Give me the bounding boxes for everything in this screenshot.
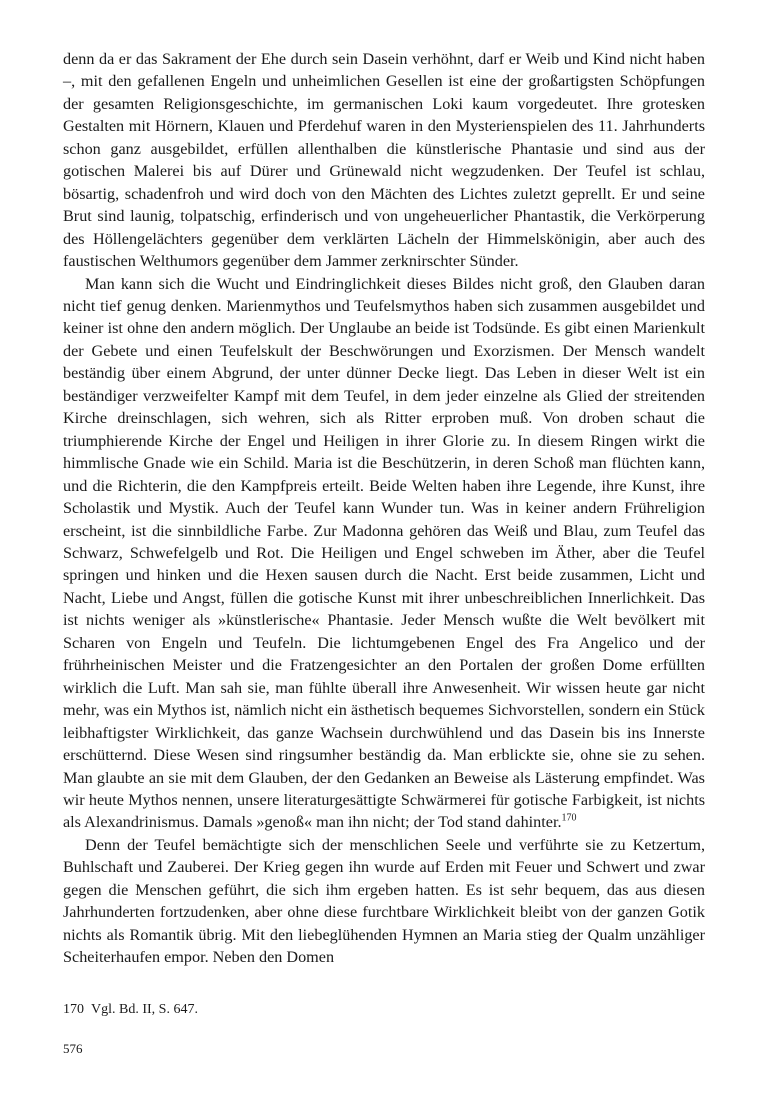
- paragraph-2: [63, 273, 705, 834]
- page-body: [63, 48, 705, 969]
- paragraph-3: Denn der Teufel bemächtigte sich der menschlichen Seele und verführte sie zu Ketzertum, Buhlschaft und Zauberei. Der Krieg gegen ihn wurde auf Erden mit Feuer und Schwert und zwar gegen die Menschen geführt, die sich ihm ergeben hatten. Es ist sehr bequem, das aus diesen Jahrhunderten fortzudenken, aber ohne diese furchtbare Wirklichkeit bleibt von der ganzen Gotik nichts als Romantik übrig. Mit den liebeglühenden Hymnen an Maria stieg der Qualm unzähliger Scheiterhaufen empor. Neben den Domen: [63, 835, 705, 967]
- paragraph-2-text: Man kann sich die Wucht und Eindringlichkeit dieses Bildes nicht groß, den Glauben daran nicht tief genug denken. Marienmythos und Teufelsmythos haben sich zusammen ausgebildet und keiner ist ohne den andern möglich. Der Unglaube an beide ist Todsünde. Es gibt einen Marienkult der Gebete und einen Teufelskult der Beschwörungen und Exorzismen. Der Mensch wandelt beständig über einem Abgrund, der unter dünner Decke liegt. Das Leben in dieser Welt ist ein beständiger verzweifelter Kampf mit dem Teufel, in dem jeder einzelne als Glied der streitenden Kirche dreinschlagen, sich wehren, sich als Ritter erproben muß. Von droben schaut die triumphierende Kirche der Engel und Heiligen in ihrer Glorie zu. In diesem Ringen wirkt die himmlische Gnade wie ein Schild. Maria ist die Beschützerin, in deren Schoß man flüchten kann, und die Richterin, die den Kampfpreis erteilt. Beide Welten haben ihre Legende, ihre Kunst, ihre Scholastik und Mystik. Auch der Teufel kann Wunder tun. Was in keiner andern Frühreligion erscheint, ist die sinnbildliche Farbe. Zur Madonna gehören das Weiß und Blau, zum Teufel das Schwarz, Schwefelgelb und Rot. Die Heiligen und Engel schweben im Äther, aber die Teufel springen und hinken und die Hexen sausen durch die Nacht. Erst beide zusammen, Licht und Nacht, Liebe und Angst, füllen die gotische Kunst mit ihrer unbeschreiblichen Innerlichkeit. Das ist nichts weniger als »künstlerische« Phantasie. Jeder Mensch wußte die Welt bevölkert mit Scharen von Engeln und Teufeln. Die lichtumgebenen Engel des Fra Angelico und der frührheinischen Meister und die Fratzengesichter an den Portalen der großen Dome erfüllten wirklich die Luft. Man sah sie, man fühlte überall ihre Anwesenheit. Wir wissen heute gar nicht mehr, was ein Mythos ist, nämlich nicht ein ästhetisch bequemes Sichvorstellen, sondern ein Stück leibhaftigster Wirklichkeit, das ganze Wachsein durchwühlend und das Dasein bis ins Innerste erschütternd. Diese Wesen sind ringsumher beständig da. Man erblickte sie, ohne sie zu sehen. Man glaubte an sie mit dem Glauben, der den Gedanken an Beweise als Lästerung empfindet. Was wir heute Mythos nennen, unsere literaturgesättigte Schwärmerei für gotische Farbigkeit, ist nichts als Alexandrinismus. Damals »genoß« man ihn nicht; der Tod stand dahinter.: [63, 274, 705, 832]
- page-number: 576: [63, 1041, 83, 1056]
- footnote-text: Vgl. Bd. II, S. 647.: [91, 1002, 198, 1017]
- footnote: [63, 1000, 705, 1020]
- footnote-reference: 170: [561, 813, 577, 825]
- paragraph-1: denn da er das Sakrament der Ehe durch sein Dasein verhöhnt, darf er Weib und Kind nicht haben –, mit den gefallenen Engeln und unheimlichen Gesellen ist eine der großartigsten Schöpfungen der gesamten Religionsgeschichte, im germanischen Loki kaum vorgedeutet. Ihre grotesken Gestalten mit Hörnern, Klauen und Pferdehuf waren in den Mysterienspielen des 11. Jahrhunderts schon ganz ausgebildet, erfüllen allenthalben die künstlerische Phantasie und sind aus der gotischen Malerei bis auf Dürer und Grünewald nicht wegzudenken. Der Teufel ist schlau, bösartig, schadenfroh und wird doch von den Mächten des Lichtes zuletzt geprellt. Er und seine Brut sind launig, tolpatschig, erfinderisch und von ungeheuerlicher Phantastik, die Verkörperung des Höllengelächters gegenüber dem verklärten Lächeln der Himmelskönigin, aber auch des faustischen Welthumors gegenüber dem Jammer zerknirschter Sünder.: [63, 50, 705, 271]
- footnote-number: 170: [63, 1002, 84, 1017]
